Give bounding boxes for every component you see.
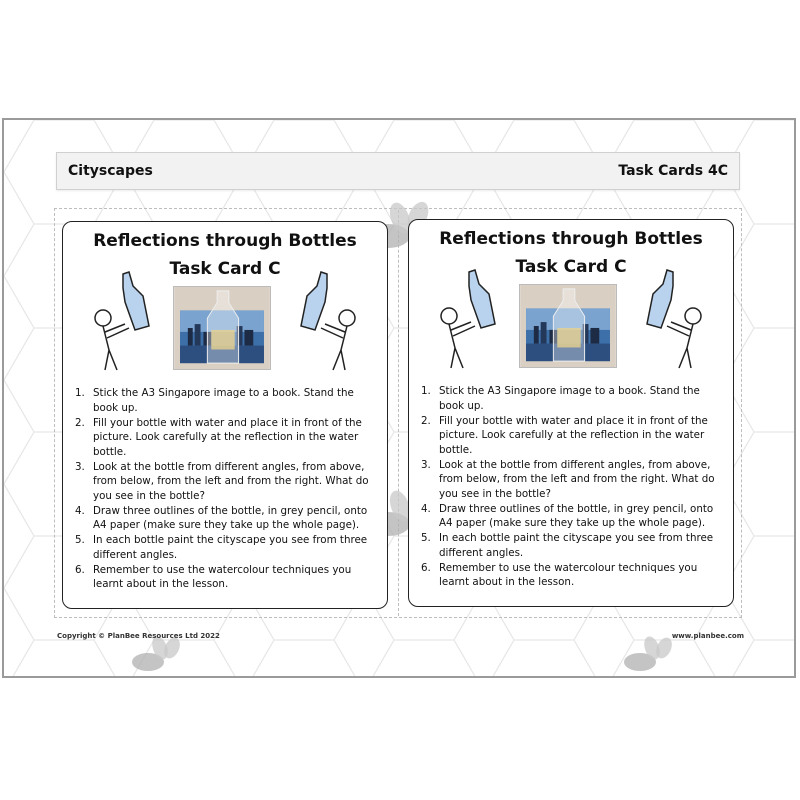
list-item: 6. Remember to use the watercolour techniques you learnt about in the lesson.: [75, 563, 352, 590]
header-title: Cityscapes: [68, 163, 153, 179]
list-item: 1. Stick the A3 Singapore image to a book. Stand the book up.: [421, 385, 700, 412]
copyright-notice: Copyright © PlanBee Resources Ltd 2022: [57, 632, 220, 640]
list-item: 2. Fill your bottle with water and place it in front of the picture. Look carefully at the reflection in the water bottle.: [421, 414, 708, 456]
bee-icon: [618, 636, 678, 680]
child-holding-bottle-icon: [435, 264, 499, 374]
bottle-icon: [301, 272, 327, 330]
singapore-skyline-photo: [173, 286, 271, 370]
list-item: 3. Look at the bottle from different angles, from above, from below, from the left and from the right. What do you see in the bottle?: [421, 458, 715, 500]
card-subtitle: Task Card C: [169, 259, 281, 279]
bee-icon: [126, 636, 186, 680]
child-holding-bottle-icon: [89, 266, 153, 376]
cut-line-middle: [398, 210, 399, 616]
bottle-icon: [123, 272, 149, 330]
card-subtitle: Task Card C: [515, 257, 627, 277]
card-title: Reflections through Bottles: [93, 231, 357, 251]
list-item: 3. Look at the bottle from different angles, from above, from below, from the left and from the right. What do you see in the bottle?: [75, 460, 369, 502]
task-card-right: [408, 219, 734, 607]
bottle-icon: [647, 270, 673, 328]
list-item: 2. Fill your bottle with water and place it in front of the picture. Look carefully at the reflection in the water bottle.: [75, 416, 362, 458]
bottle-icon: [469, 270, 495, 328]
list-item: 4. Draw three outlines of the bottle, in grey pencil, onto A4 paper (make sure they take up the whole page).: [421, 502, 714, 529]
card-title: Reflections through Bottles: [439, 229, 703, 249]
header-code: Task Cards 4C: [618, 163, 728, 179]
child-holding-bottle-icon: [297, 266, 361, 376]
singapore-skyline-photo: [519, 284, 617, 368]
list-item: 1. Stick the A3 Singapore image to a book. Stand the book up.: [75, 387, 354, 414]
instruction-list: [421, 384, 723, 590]
child-holding-bottle-icon: [643, 264, 707, 374]
list-item: 5. In each bottle paint the cityscape you see from three different angles.: [421, 532, 714, 559]
list-item: 5. In each bottle paint the cityscape you see from three different angles.: [75, 534, 368, 561]
list-item: 6. Remember to use the watercolour techniques you learnt about in the lesson.: [421, 561, 698, 588]
list-item: 4. Draw three outlines of the bottle, in grey pencil, onto A4 paper (make sure they take up the whole page).: [75, 504, 368, 531]
task-card-left: [62, 221, 388, 609]
website-link[interactable]: www.planbee.com: [671, 632, 744, 640]
instruction-list: [75, 386, 377, 592]
